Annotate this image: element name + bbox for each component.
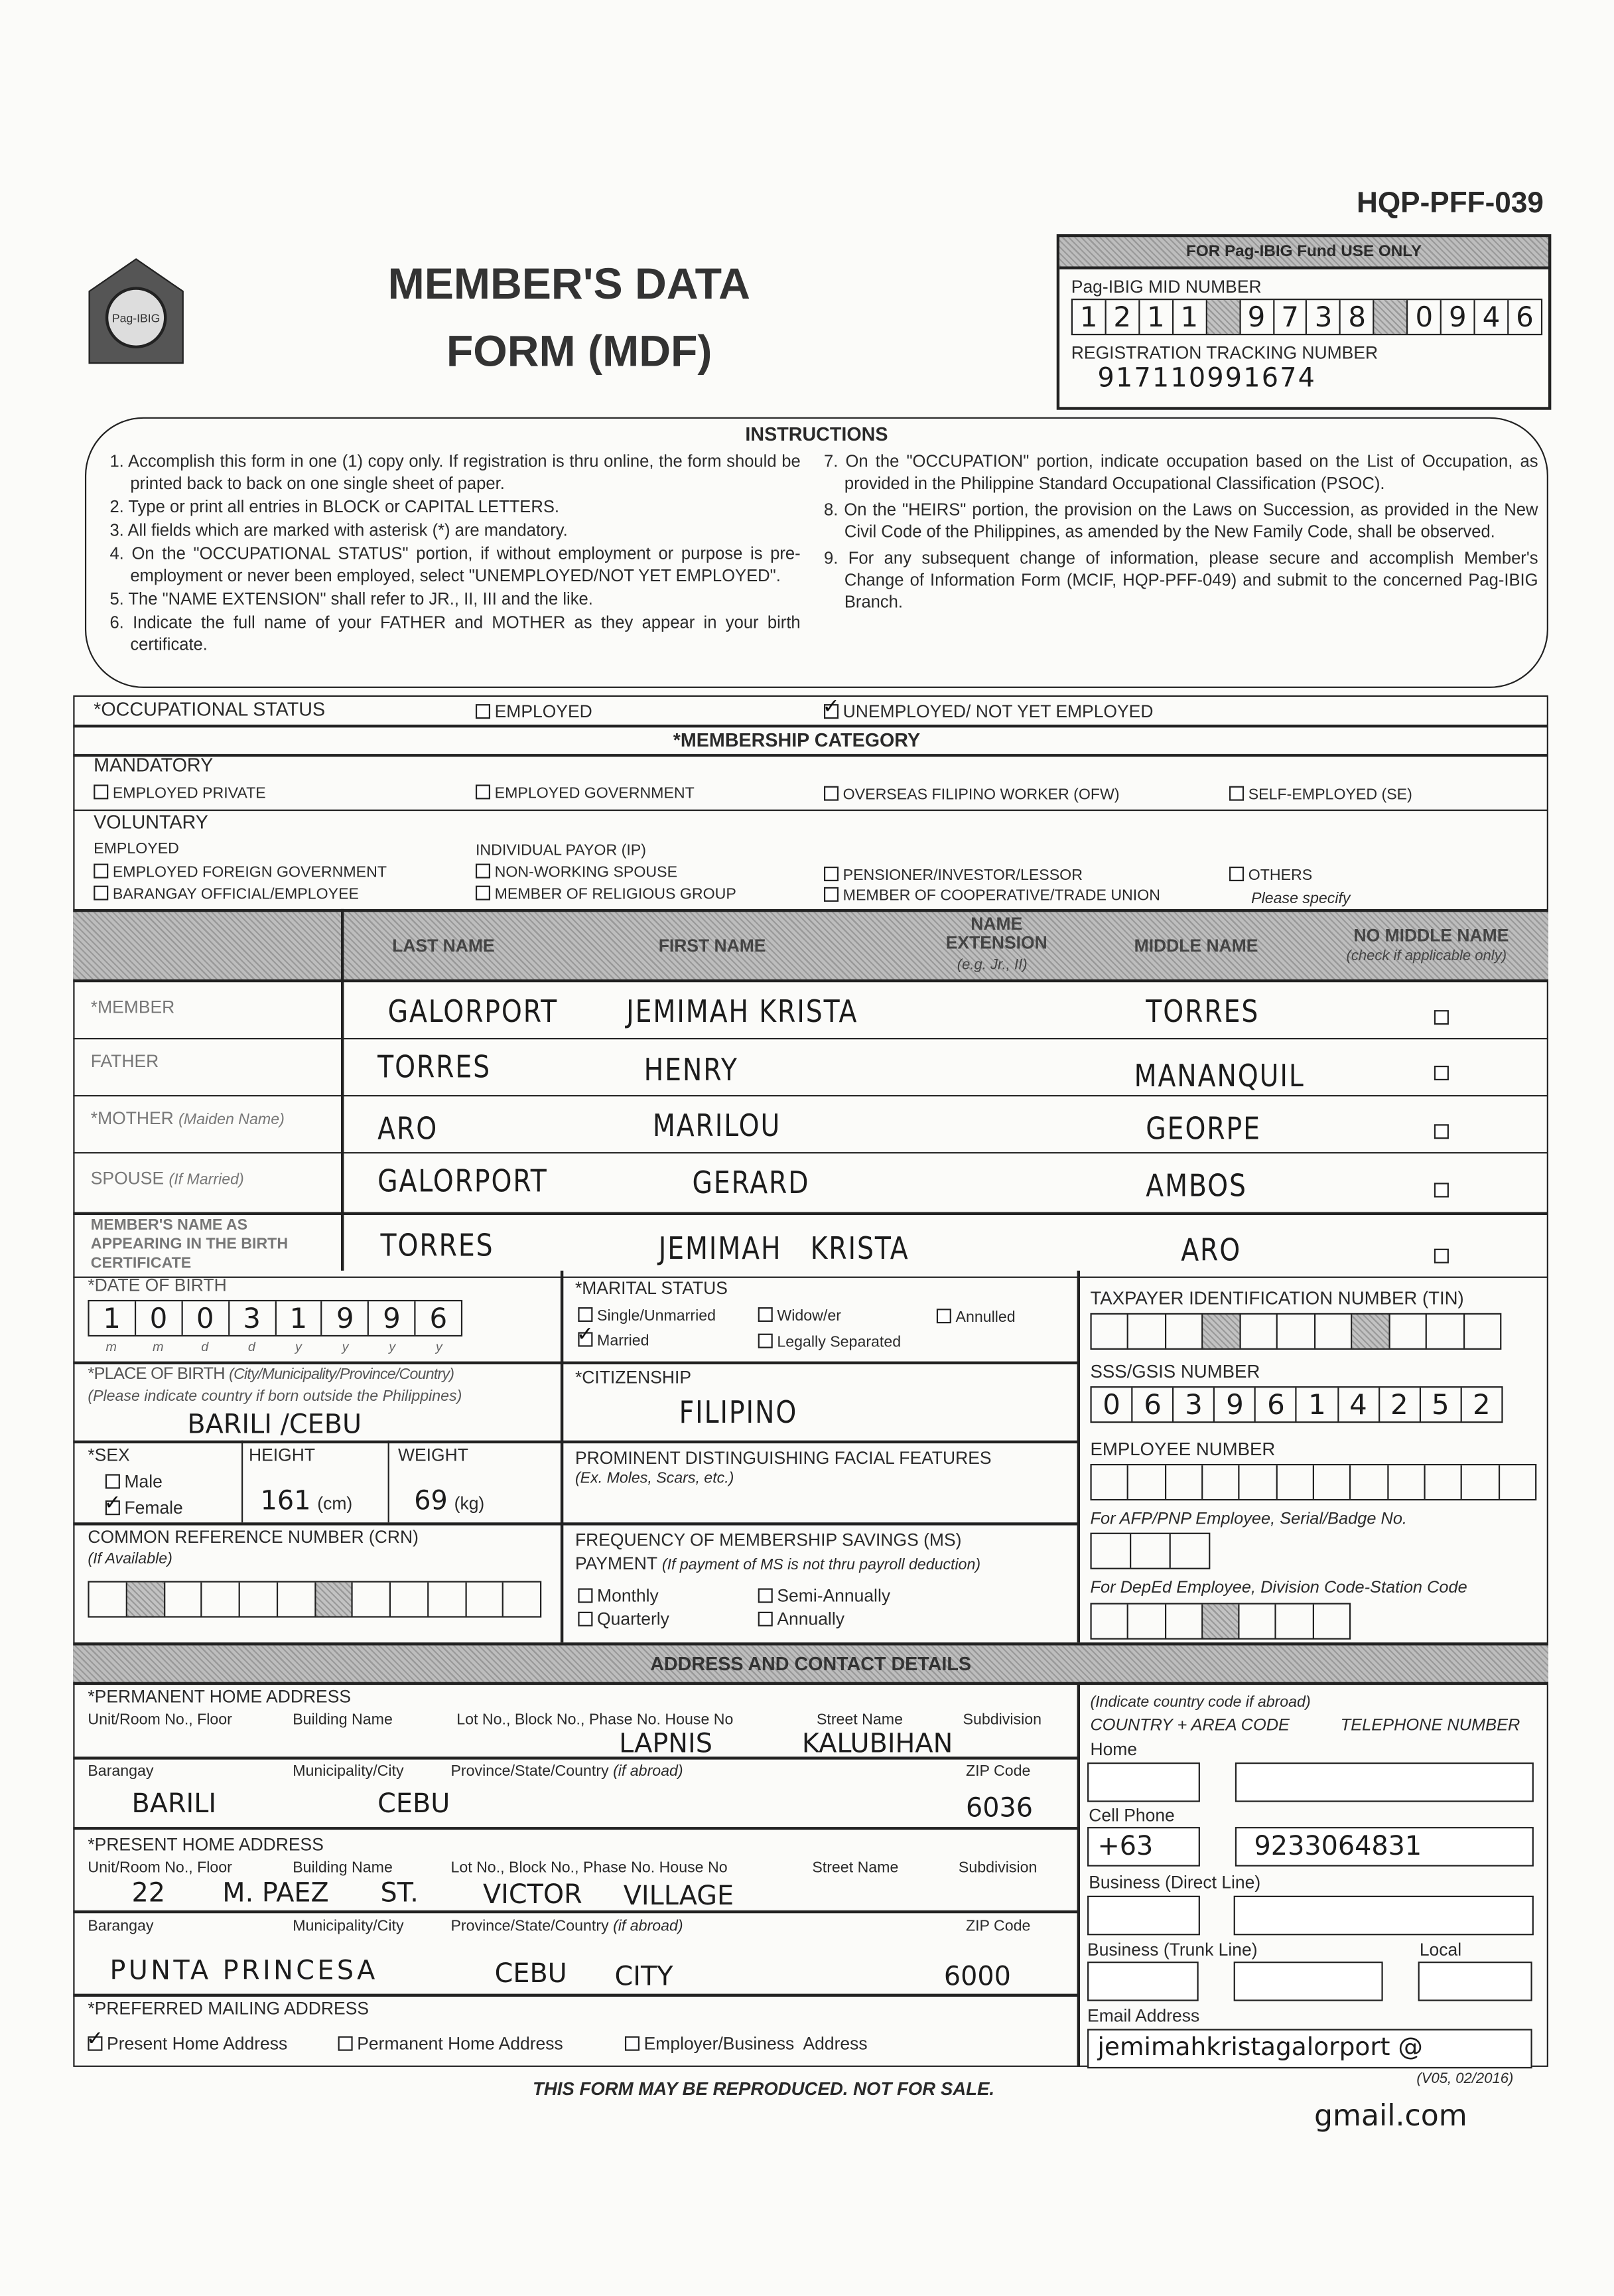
addr-label-building: Building Name: [293, 1859, 393, 1877]
option-label: EMPLOYED FOREIGN GOVERNMENT: [112, 863, 387, 882]
last-name-value[interactable]: GALORPORT: [377, 1163, 548, 1199]
freq-monthly[interactable]: [578, 1585, 658, 1606]
header-name-extension: NAME EXTENSION: [945, 913, 1047, 954]
weight-field[interactable]: [414, 1486, 484, 1516]
dob-digit: 9: [322, 1301, 369, 1335]
option-label: EMPLOYED PRIVATE: [112, 784, 266, 802]
no-middle-name-checkbox[interactable]: [1434, 1010, 1449, 1025]
instruction-item: 3. All fields which are marked with asterisk (*) are mandatory.: [109, 521, 568, 541]
marital-married[interactable]: [578, 1332, 649, 1349]
height-label: HEIGHT: [249, 1445, 316, 1466]
mid-digit: 7: [1274, 300, 1308, 334]
last-name-value[interactable]: TORRES: [380, 1228, 494, 1263]
mailing-present[interactable]: [88, 2033, 287, 2054]
freq-quarterly[interactable]: [578, 1609, 669, 1629]
email-input[interactable]: jemimahkristagalorport @: [1087, 2029, 1532, 2069]
first-name-value[interactable]: JEMIMAH KRISTA: [658, 1231, 909, 1267]
local-input[interactable]: [1418, 1962, 1532, 2001]
middle-name-value[interactable]: MANANQUIL: [1134, 1058, 1305, 1094]
middle-name-value[interactable]: TORRES: [1146, 993, 1260, 1029]
form-version: (V05, 02/2016): [1416, 2071, 1514, 2088]
addr-label-subdivision: Subdivision: [958, 1859, 1038, 1877]
addr-label-city: Municipality/City: [293, 1917, 404, 1936]
hint: (if abroad): [613, 1917, 683, 1936]
divider: [73, 754, 1548, 756]
instructions-right: [824, 451, 1538, 614]
dob-digit: 1: [90, 1301, 136, 1335]
row-label: FATHER: [90, 1050, 159, 1072]
last-name-value[interactable]: ARO: [377, 1111, 438, 1147]
mid-label: Pag-IBIG MID NUMBER: [1071, 276, 1262, 297]
marital-legally-separated[interactable]: [758, 1334, 901, 1351]
option-label: Semi-Annually: [777, 1585, 891, 1606]
cell-phone-input[interactable]: 9233064831: [1235, 1827, 1534, 1867]
row-label: *MOTHER: [90, 1108, 174, 1129]
first-name-value[interactable]: GERARD: [692, 1165, 810, 1200]
divider: [73, 1994, 1079, 1996]
option-label: OVERSEAS FILIPINO WORKER (OFW): [842, 786, 1120, 804]
option-label: Female: [124, 1497, 183, 1518]
present-street-value[interactable]: VICTOR: [482, 1879, 582, 1910]
first-name-value[interactable]: HENRY: [643, 1052, 738, 1088]
freq-semi-annually[interactable]: [758, 1585, 890, 1606]
afp-label: For AFP/PNP Employee, Serial/Badge No.: [1090, 1510, 1408, 1529]
weight-unit: (kg): [454, 1493, 485, 1514]
divider: [73, 1362, 1079, 1364]
dob-cells[interactable]: [88, 1300, 462, 1336]
instruction-item: 9. For any subsequent change of information, please secure and accomplish Member's Change of Information Form (MCIF, HQP-PFF-049) and submit to the concerned Pag-IBIG Branch.: [823, 549, 1538, 612]
middle-name-value[interactable]: AMBOS: [1146, 1168, 1247, 1204]
voluntary-employed-label: EMPLOYED: [94, 840, 179, 858]
permanent-address-label: *PERMANENT HOME ADDRESS: [88, 1686, 352, 1707]
dob-sublabel: y: [389, 1339, 396, 1354]
hint: (If payment of MS is not thru payroll deduction): [661, 1555, 981, 1574]
cat-cooperative[interactable]: [824, 887, 1160, 904]
instructions-box: [85, 417, 1548, 688]
footer-notice: THIS FORM MAY BE REPRODUCED. NOT FOR SALE.: [532, 2078, 995, 2100]
addr-label-lot: Lot No., Block No., Phase No. House No: [456, 1711, 734, 1729]
mid-number-cells[interactable]: [1071, 299, 1542, 335]
permanent-street-value[interactable]: LAPNIS: [619, 1729, 712, 1760]
mailing-address-label: *PREFERRED MAILING ADDRESS: [88, 1998, 370, 2019]
mid-digit: 3: [1308, 300, 1341, 334]
tin-label: TAXPAYER IDENTIFICATION NUMBER (TIN): [1090, 1288, 1464, 1309]
label: Province/State/Country: [450, 1762, 609, 1780]
mid-separator: [1207, 300, 1241, 334]
freq-annually[interactable]: [758, 1609, 844, 1629]
frequency-label2: [575, 1553, 980, 1574]
dob-sublabel: d: [201, 1339, 209, 1354]
addr-label-unit: Unit/Room No., Floor: [88, 1711, 232, 1729]
present-subdivision-value[interactable]: VILLAGE: [623, 1881, 734, 1912]
mid-digit: 1: [1073, 300, 1107, 334]
contact-col-area-code: COUNTRY + AREA CODE: [1090, 1717, 1290, 1735]
addr-label-barangay: Barangay: [88, 1762, 154, 1780]
row-hint: (If Married): [168, 1171, 244, 1189]
divider: [388, 1441, 389, 1523]
sss-digit: 5: [1420, 1388, 1461, 1421]
occupational-status-label: *OCCUPATIONAL STATUS: [94, 698, 326, 721]
header-last-name: LAST NAME: [392, 935, 495, 956]
cat-self-employed[interactable]: [1229, 786, 1412, 804]
instruction-item: 7. On the "OCCUPATION" portion, indicate occupation based on the List of Occupation, as provided in the Philippine Standard Occupational Classification (PSOC).: [823, 452, 1538, 494]
mid-digit: 8: [1341, 300, 1375, 334]
dob-digit: 3: [230, 1301, 276, 1335]
instruction-item: 6. Indicate the full name of your FATHER and MOTHER as they appear in your birth certificate.: [109, 613, 801, 655]
addr-label-subdivision: Subdivision: [963, 1711, 1042, 1729]
addr-label-province: [450, 1918, 683, 1935]
height-field[interactable]: [261, 1486, 353, 1516]
place-of-birth-hint: (Please indicate country if born outside the Philippines): [88, 1388, 462, 1405]
crn-cells[interactable]: [88, 1581, 541, 1617]
form-code: HQP-PFF-039: [1356, 187, 1544, 220]
mid-digit: 6: [1516, 301, 1534, 334]
svg-text:Pag-IBIG: Pag-IBIG: [111, 311, 161, 325]
height-value: 161: [260, 1486, 311, 1517]
divider: [1077, 1684, 1080, 2067]
dob-digit: 0: [136, 1301, 182, 1335]
addr-label-zip: ZIP Code: [965, 1762, 1031, 1780]
present-building-value[interactable]: M. PAEZ: [222, 1878, 329, 1909]
name-row-mother: [73, 1096, 1548, 1153]
header-middle-name: MIDDLE NAME: [1134, 935, 1258, 956]
cat-foreign-government[interactable]: [94, 864, 387, 881]
present-city-value[interactable]: CEBU: [494, 1958, 567, 1989]
addr-label-barangay: Barangay: [88, 1917, 154, 1936]
option-label: EMPLOYED GOVERNMENT: [494, 784, 695, 802]
rtn-value[interactable]: 917110991674: [1097, 363, 1317, 394]
status-employed-option[interactable]: [476, 701, 592, 722]
option-label: MEMBER OF COOPERATIVE/TRADE UNION: [842, 887, 1160, 905]
no-middle-name-checkbox[interactable]: [1434, 1066, 1449, 1080]
name-row-father: [73, 1039, 1548, 1096]
instructions-title: INSTRUCTIONS: [745, 423, 888, 445]
hint: (if abroad): [613, 1762, 683, 1780]
option-label: BARANGAY OFFICIAL/EMPLOYEE: [112, 885, 360, 904]
last-name-value[interactable]: GALORPORT: [387, 993, 559, 1029]
place-of-birth-value[interactable]: BARILI /CEBU: [187, 1409, 362, 1441]
dob-digit: 0: [182, 1301, 229, 1335]
option-label: Legally Separated: [777, 1333, 902, 1352]
sss-digit: 2: [1472, 1389, 1491, 1422]
sss-digit: 3: [1174, 1388, 1215, 1421]
crn-label: COMMON REFERENCE NUMBER (CRN): [88, 1526, 419, 1547]
height-unit: (cm): [317, 1493, 353, 1514]
cat-employed-private[interactable]: [94, 784, 266, 802]
divider: [73, 1910, 1079, 1912]
weight-value: 69: [414, 1486, 448, 1517]
sss-label: SSS/GSIS NUMBER: [1090, 1361, 1260, 1382]
sex-female[interactable]: [105, 1498, 183, 1518]
dob-sublabel: m: [152, 1339, 164, 1354]
option-label: UNEMPLOYED/ NOT YET EMPLOYED: [842, 701, 1154, 722]
features-hint: (Ex. Moles, Scars, etc.): [574, 1469, 734, 1488]
dob-sublabel: m: [105, 1339, 117, 1354]
divider: [241, 1441, 243, 1523]
header-first-name: FIRST NAME: [658, 935, 766, 956]
mandatory-label: MANDATORY: [94, 754, 214, 776]
address-header: ADDRESS AND CONTACT DETAILS: [73, 1642, 1548, 1685]
crn-hint: (If Available): [88, 1550, 172, 1568]
sss-cells[interactable]: [1090, 1386, 1503, 1423]
sss-digit: 9: [1215, 1388, 1256, 1421]
frequency-label: FREQUENCY OF MEMBERSHIP SAVINGS (MS): [574, 1530, 962, 1551]
addr-label-zip: ZIP Code: [965, 1917, 1031, 1936]
instruction-item: 4. On the "OCCUPATIONAL STATUS" portion, if without employment or purpose is pre-employment or never been employed, select "UNEMPLOYED/NOT YET EMPLOYED".: [109, 544, 801, 586]
sss-digit: 6: [1133, 1388, 1174, 1421]
fund-use-box: [1057, 234, 1552, 410]
dob-sublabel: y: [435, 1339, 442, 1354]
employee-number-cells[interactable]: [1090, 1464, 1536, 1500]
addr-label-street: Street Name: [812, 1859, 899, 1877]
addr-label-province: [450, 1762, 683, 1780]
form-title-line1: MEMBER'S DATA: [387, 260, 750, 309]
checkbox[interactable]: [476, 704, 490, 719]
cat-ofw[interactable]: [824, 786, 1120, 804]
divider: [561, 1271, 563, 1642]
dob-sublabel: d: [247, 1339, 255, 1354]
sss-digit: 0: [1092, 1388, 1133, 1421]
ip-label: INDIVIDUAL PAYOR (IP): [475, 841, 646, 859]
option-label: Annulled: [955, 1309, 1016, 1327]
present-zip-value[interactable]: 6000: [943, 1962, 1011, 1993]
membership-category-title: *MEMBERSHIP CATEGORY: [673, 729, 921, 751]
citizenship-label: *CITIZENSHIP: [574, 1367, 691, 1388]
citizenship-value[interactable]: FILIPINO: [679, 1395, 798, 1431]
weight-label: WEIGHT: [398, 1445, 468, 1466]
divider: [73, 1827, 1079, 1829]
option-label: Monthly: [597, 1585, 659, 1606]
dob-digit: 1: [276, 1301, 322, 1335]
option-label: Married: [597, 1332, 649, 1350]
home-phone-label: Home: [1090, 1739, 1138, 1760]
status-unemployed-option[interactable]: [824, 701, 1153, 722]
name-row-member: [73, 982, 1548, 1039]
option-label: SELF-EMPLOYED (SE): [1248, 786, 1412, 804]
cat-others[interactable]: [1229, 867, 1312, 884]
checkbox-checked[interactable]: [824, 704, 839, 719]
deped-cells[interactable]: [1090, 1603, 1351, 1640]
sex-male[interactable]: [105, 1471, 163, 1492]
name-row-birth-certificate: [73, 1215, 1548, 1278]
home-phone-input[interactable]: [1235, 1762, 1534, 1802]
dob-sublabel: y: [295, 1339, 302, 1354]
tin-cells[interactable]: [1090, 1313, 1501, 1350]
addr-label-street: Street Name: [816, 1711, 903, 1729]
cat-religious-group[interactable]: [476, 886, 736, 903]
fund-use-header: FOR Pag-IBIG Fund USE ONLY: [1059, 237, 1548, 269]
instruction-item: 1. Accomplish this form in one (1) copy only. If registration is thru online, the form should be printed back to back on one single sheet of paper.: [109, 452, 801, 494]
cat-pensioner[interactable]: [824, 867, 1083, 884]
divider: [73, 810, 1548, 811]
names-header: [73, 909, 1548, 982]
header-no-middle-hint: (check if applicable only): [1346, 948, 1507, 965]
mid-digit: 9: [1442, 300, 1475, 334]
row-label: *MEMBER: [90, 997, 175, 1018]
option-label: Employer/Business Address: [643, 2033, 868, 2054]
no-middle-name-checkbox[interactable]: [1434, 1124, 1449, 1139]
option-label: Single/Unmarried: [597, 1307, 716, 1325]
option-label: Permanent Home Address: [357, 2033, 563, 2054]
sss-digit: 6: [1256, 1388, 1298, 1421]
business-trunk-phone-input[interactable]: [1234, 1962, 1383, 2001]
mid-digit: 2: [1107, 300, 1140, 334]
marital-single[interactable]: [578, 1307, 716, 1325]
first-name-value[interactable]: MARILOU: [652, 1108, 781, 1143]
cell-area-code-input[interactable]: +63: [1087, 1827, 1200, 1867]
present-address-label: *PRESENT HOME ADDRESS: [88, 1834, 324, 1855]
mailing-permanent[interactable]: [338, 2033, 563, 2054]
marital-status-label: *MARITAL STATUS: [574, 1277, 728, 1299]
features-label: PROMINENT DISTINGUISHING FACIAL FEATURES: [574, 1447, 992, 1469]
divider: [73, 1441, 1079, 1443]
option-label: Male: [124, 1471, 163, 1492]
no-middle-name-checkbox[interactable]: [1434, 1249, 1449, 1263]
instruction-item: 8. On the "HEIRS" portion, the provision on the Laws on Succession, as provided in the New Civil Code of the Philippines, as amended by the New Family Code, shall be observed.: [823, 500, 1538, 542]
addr-label-city: Municipality/City: [293, 1762, 404, 1780]
business-trunk-label: Business (Trunk Line): [1087, 1939, 1258, 1960]
permanent-barangay-value[interactable]: BARILI: [131, 1788, 217, 1820]
cat-non-working-spouse[interactable]: [476, 864, 677, 881]
contact-col-telephone: TELEPHONE NUMBER: [1340, 1717, 1520, 1735]
home-area-code-input[interactable]: [1087, 1762, 1200, 1802]
business-direct-phone-input[interactable]: [1234, 1896, 1534, 1936]
voluntary-label: VOLUNTARY: [94, 811, 208, 833]
label: PAYMENT: [574, 1553, 657, 1574]
middle-name-value[interactable]: GEORPE: [1146, 1111, 1261, 1147]
option-label: Annually: [777, 1609, 844, 1630]
option-label: NON-WORKING SPOUSE: [494, 863, 678, 882]
dob-digit: 6: [429, 1303, 448, 1335]
option-label: Widow/er: [777, 1307, 841, 1325]
form-title-line2: FORM (MDF): [446, 328, 712, 376]
instruction-item: 2. Type or print all entries in BLOCK or CAPITAL LETTERS.: [109, 498, 560, 517]
row-hint: (Maiden Name): [178, 1111, 285, 1129]
header-ext-hint: (e.g. Jr., II): [957, 957, 1028, 973]
rtn-label: REGISTRATION TRACKING NUMBER: [1071, 342, 1379, 364]
first-name-value[interactable]: JEMIMAH KRISTA: [626, 993, 858, 1029]
instructions-left: [109, 451, 800, 657]
afp-cells[interactable]: [1090, 1533, 1210, 1569]
cat-barangay-official[interactable]: [94, 886, 359, 903]
business-direct-label: Business (Direct Line): [1089, 1872, 1261, 1893]
option-label: MEMBER OF RELIGIOUS GROUP: [494, 885, 736, 904]
permanent-city-value[interactable]: CEBU: [377, 1788, 450, 1820]
divider: [1077, 1271, 1080, 1642]
mid-separator: [1375, 300, 1408, 334]
mid-digit: 0: [1408, 300, 1442, 334]
dob-digit: 9: [369, 1301, 415, 1335]
mid-digit: 4: [1475, 300, 1509, 334]
addr-label-building: Building Name: [293, 1711, 393, 1729]
pag-ibig-logo: [84, 256, 189, 366]
contact-hint: (Indicate country code if abroad): [1090, 1693, 1311, 1711]
addr-label-unit: Unit/Room No., Floor: [88, 1859, 232, 1877]
instruction-item: 5. The "NAME EXTENSION" shall refer to JR., II, III and the like.: [109, 590, 593, 609]
mid-digit: 9: [1241, 300, 1274, 334]
sss-digit: 4: [1339, 1388, 1380, 1421]
sss-digit: 2: [1379, 1388, 1420, 1421]
divider: [73, 725, 1548, 727]
deped-label: For DepEd Employee, Division Code-Station Code: [1090, 1579, 1467, 1597]
present-unit-value[interactable]: 22: [131, 1878, 166, 1909]
present-barangay-value[interactable]: PUNTA PRINCESA: [109, 1956, 378, 1987]
option-label: Quarterly: [597, 1609, 669, 1630]
cell-phone-label: Cell Phone: [1089, 1804, 1175, 1826]
place-of-birth-label: [88, 1366, 454, 1383]
name-row-spouse: [73, 1153, 1548, 1215]
sss-digit: 1: [1298, 1388, 1339, 1421]
local-label: Local: [1419, 1939, 1462, 1960]
marital-annulled[interactable]: [937, 1309, 1016, 1326]
present-lot-value[interactable]: ST.: [380, 1878, 419, 1909]
header-no-middle-name: NO MIDDLE NAME: [1353, 925, 1509, 946]
option-label: OTHERS: [1248, 866, 1313, 885]
permanent-subdivision-value[interactable]: KALUBIHAN: [801, 1729, 953, 1760]
dob-sublabel: y: [342, 1339, 349, 1354]
dob-sublabels: [88, 1339, 462, 1354]
sex-label: *SEX: [88, 1445, 130, 1466]
label: Province/State/Country: [450, 1917, 609, 1936]
mid-digit: 1: [1140, 300, 1174, 334]
permanent-zip-value[interactable]: 6036: [965, 1793, 1034, 1824]
mailing-employer[interactable]: [625, 2033, 868, 2054]
dob-label: *DATE OF BIRTH: [88, 1275, 227, 1296]
option-label: PENSIONER/INVESTOR/LESSOR: [842, 866, 1083, 885]
present-province-value[interactable]: CITY: [614, 1962, 673, 1993]
employee-number-label: EMPLOYEE NUMBER: [1090, 1439, 1276, 1460]
last-name-value[interactable]: TORRES: [377, 1049, 492, 1085]
hint: (City/Municipality/Province/Country): [229, 1366, 454, 1384]
row-label: MEMBER'S NAME AS APPEARING IN THE BIRTH CERTIFICATE: [90, 1216, 289, 1273]
business-direct-area-code-input[interactable]: [1087, 1896, 1200, 1936]
email-label: Email Address: [1087, 2005, 1200, 2027]
option-label: Present Home Address: [107, 2033, 288, 2054]
addr-label-lot: Lot No., Block No., Phase No. House No: [450, 1859, 728, 1877]
email-continuation: gmail.com: [1313, 2098, 1467, 2133]
divider: [73, 1522, 1079, 1524]
please-specify: Please specify: [1251, 890, 1351, 908]
option-label: EMPLOYED: [494, 701, 592, 722]
business-trunk-area-code-input[interactable]: [1087, 1962, 1199, 2001]
middle-name-value[interactable]: ARO: [1181, 1232, 1242, 1268]
cat-employed-government[interactable]: [476, 784, 695, 802]
no-middle-name-checkbox[interactable]: [1434, 1183, 1449, 1197]
marital-widow[interactable]: [758, 1307, 841, 1325]
names-rows: [73, 982, 1548, 1278]
label: *PLACE OF BIRTH: [88, 1366, 225, 1384]
row-label: SPOUSE: [90, 1168, 165, 1189]
mid-digit: 1: [1174, 300, 1207, 334]
